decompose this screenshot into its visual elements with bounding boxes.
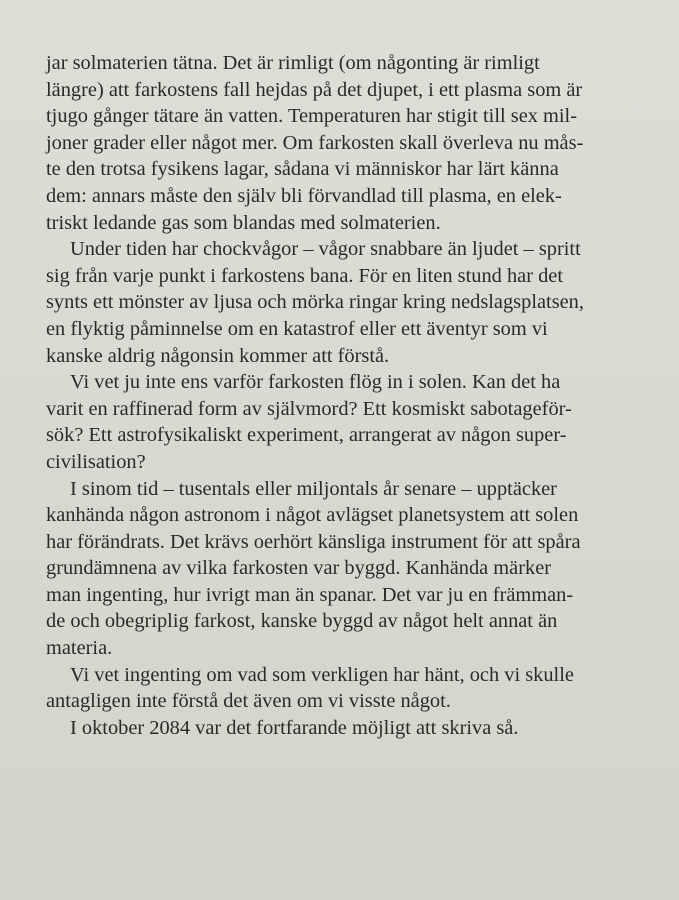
text-line: längre) att farkostens fall hejdas på det djupet, i ett plasma som är bbox=[46, 78, 583, 101]
text-line: antagligen inte förstå det även om vi visste något. bbox=[46, 690, 451, 713]
text-line: joner grader eller något mer. Om farkosten skall överleva nu mås- bbox=[46, 131, 584, 154]
text-line: triskt ledande gas som blandas med solmaterien. bbox=[46, 211, 441, 234]
text-line: Vi vet ingenting om vad som verkligen har hänt, och vi skulle bbox=[70, 663, 574, 686]
text-line: jar solmaterien tätna. Det är rimligt (om någonting är rimligt bbox=[46, 52, 540, 74]
text-line: dem: annars måste den själv bli förvandlad till plasma, en elek- bbox=[46, 184, 562, 207]
text-line: man ingenting, hur ivrigt man än spanar. Det var ju en främman- bbox=[46, 583, 574, 606]
text-line: tjugo gånger tätare än vatten. Temperaturen har stigit till sex mil- bbox=[46, 105, 578, 128]
text-line: I sinom tid – tusentals eller miljontals år senare – upptäcker bbox=[70, 477, 557, 500]
text-line: I oktober 2084 var det fortfarande möjligt att skriva så. bbox=[70, 716, 519, 739]
text-line: civilisation? bbox=[46, 450, 146, 473]
text-line: materia. bbox=[46, 637, 113, 660]
body-text bbox=[46, 50, 658, 741]
text-line: te den trotsa fysikens lagar, sådana vi människor har lärt känna bbox=[46, 158, 559, 181]
text-line: Vi vet ju inte ens varför farkosten flög in i solen. Kan det ha bbox=[70, 371, 561, 394]
text-line: Under tiden har chockvågor – vågor snabbare än ljudet – spritt bbox=[70, 238, 581, 261]
text-line: synts ett mönster av ljusa och mörka ringar kring nedslagsplatsen, bbox=[46, 291, 584, 314]
text-line: de och obegriplig farkost, kanske byggd av något helt annat än bbox=[46, 610, 558, 633]
text-line: kanhända någon astronom i något avlägset planetsystem att solen bbox=[46, 504, 579, 527]
page-shadow bbox=[0, 810, 679, 900]
text-line: varit en raffinerad form av självmord? Ett kosmiskt sabotageför- bbox=[46, 397, 572, 420]
text-line: sig från varje punkt i farkostens bana. För en liten stund har det bbox=[46, 264, 563, 287]
text-line: har förändrats. Det krävs oerhört känsliga instrument för att spåra bbox=[46, 530, 581, 553]
text-line: kanske aldrig någonsin kommer att förstå. bbox=[46, 344, 390, 367]
text-line: grundämnena av vilka farkosten var byggd. Kanhända märker bbox=[46, 557, 552, 580]
text-line: sök? Ett astrofysikaliskt experiment, arrangerat av någon super- bbox=[46, 424, 567, 447]
text-line: en flyktig påminnelse om en katastrof eller ett äventyr som vi bbox=[46, 317, 548, 340]
